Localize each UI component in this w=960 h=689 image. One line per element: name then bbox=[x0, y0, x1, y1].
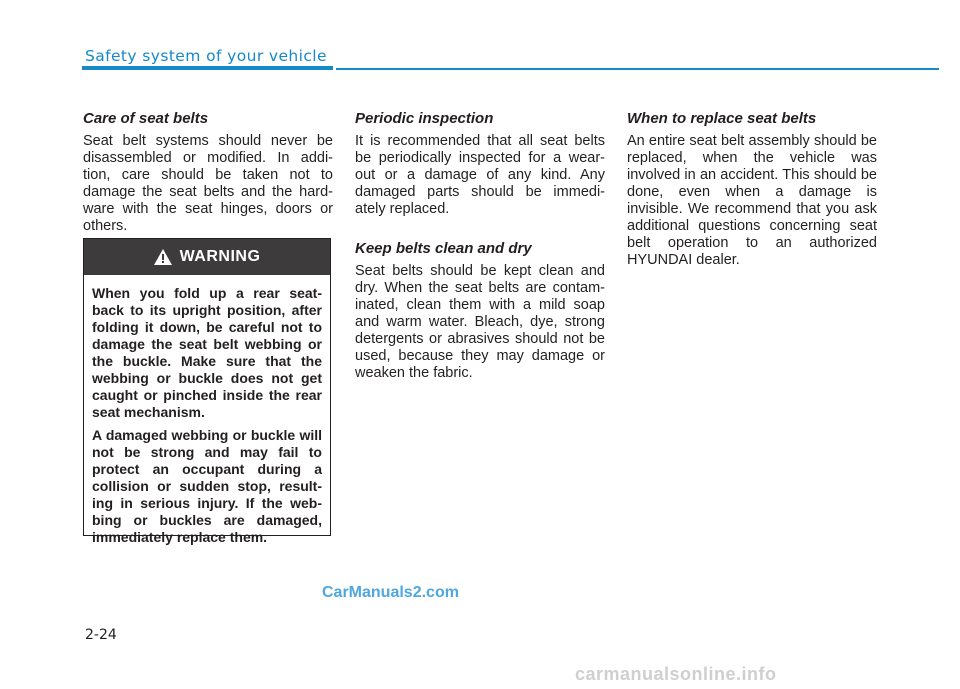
clean-heading: Keep belts clean and dry bbox=[355, 240, 532, 257]
footer-watermark: carmanualsonline.info bbox=[575, 664, 777, 684]
header-rule-thin bbox=[336, 68, 939, 70]
warning-paragraph-2: A damaged webbing or buckle will not be strong and may fail to protect an occupant during a collision or sudden stop, result- ing in serious injury. If the web- bing or buckles are damaged, immediately replace them. bbox=[92, 427, 322, 545]
page-number: 2-24 bbox=[85, 627, 117, 643]
column-replace bbox=[627, 110, 877, 269]
periodic-body: It is recommended that all seat belts be periodically inspected for a wear- out or a damage of any kind. Any damaged parts should be immedi- ately replaced. bbox=[355, 133, 605, 217]
clean-body: Seat belts should be kept clean and dry. When the seat belts are contam- inated, clean them with a mild soap and warm water. Bleach, dye, strong detergents or abrasives should not be used, because they may damage or weaken the fabric. bbox=[355, 263, 605, 381]
column-care bbox=[83, 110, 333, 235]
warning-label: WARNING bbox=[179, 248, 261, 265]
care-body: Seat belt systems should never be disassembled or modified. In addi- tion, care should be taken not to damage the seat belts and the hard- ware with the seat hinges, doors or others. bbox=[83, 133, 333, 234]
warning-box bbox=[83, 238, 331, 545]
warning-content bbox=[84, 275, 330, 546]
warning-paragraph-1: When you fold up a rear seat- back to its upright position, after folding it down, be careful not to damage the seat belt webbing or the buckle. Make sure that the webbing or buckle does not get caught or pinched inside the rear seat mechanism. bbox=[92, 285, 322, 420]
section-title: Safety system of your vehicle bbox=[85, 47, 327, 65]
watermark-link[interactable]: CarManuals2.com bbox=[322, 584, 459, 601]
replace-body: An entire seat belt assembly should be replaced, when the vehicle was involved in an accident. This should be done, even when a damage is invisible. We recommend that you ask additional questions concerning seat belt operation to an authorized HYUNDAI dealer. bbox=[627, 133, 877, 268]
warning-header bbox=[84, 239, 330, 275]
periodic-heading: Periodic inspection bbox=[355, 110, 494, 127]
header-rule-thick bbox=[82, 66, 333, 70]
care-heading: Care of seat belts bbox=[83, 110, 209, 127]
column-inspection bbox=[355, 110, 605, 382]
replace-heading: When to replace seat belts bbox=[627, 110, 817, 127]
warning-triangle-icon bbox=[154, 249, 172, 265]
